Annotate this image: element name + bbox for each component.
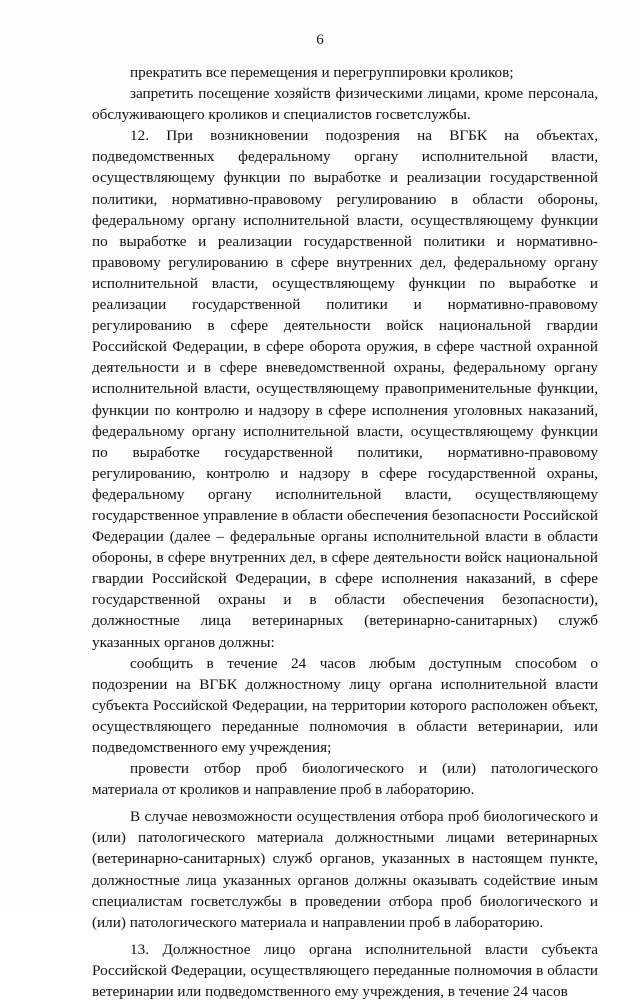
paragraph-item-12: 12. При возникновении подозрения на ВГБК на объектах, подведомственных федеральному органу исполнительной власти, осуществляющему функции по выработке и реализации государственной политики, нормативно-правовому регулированию в области обороны, федеральному органу исполнительной власти, осуществляющему функции по выработке и реализации государственной политики и нормативно-правовому регулированию в сфере внутренних дел, федеральному органу исполнительной власти, осуществляющему функции по выработке и реализации государственной политики и нормативно-правовому регулированию в сфере деятельности войск национальной гвардии Российской Федерации, в сфере оборота оружия, в сфере частной охранной деятельности и в сфере вневедомственной охраны, федеральному органу исполнительной власти, осуществляющему правоприменительные функции, функции по контролю и надзору в сфере исполнения уголовных наказаний, федеральному органу исполнительной власти, осуществляющему функции по выработке государственной политики, нормативно-правовому регулированию, контролю и надзору в сфере государственной охраны, федеральному органу исполнительной власти, осуществляющему государственное управление в области обеспечения безопасности Российской Федерации (далее – федеральные органы исполнительной власти в области обороны, в сфере внутренних дел, в сфере деятельности войск национальной гвардии Российской Федерации, в сфере исполнения наказаний, в сфере государственной охраны и в области обеспечения безопасности), должностные лица ветеринарных (ветеринарно-санитарных) служб указанных органов должны: [92, 127, 598, 651]
paragraph-sampling-assistance: В случае невозможности осуществления отбора проб биологического и (или) патологического материала должностными лицами ветеринарных (ветеринарно-санитарных) служб органов, указанных в настоящем пункте, должностные лица указанных органов должны оказывать содействие иным специалистам госветслужбы в проведении отбора проб биологического и (или) патологического материала и направлении проб в лабораторию. [92, 808, 598, 931]
paragraph-stop-movement: прекратить все перемещения и перегруппировки кроликов; [130, 64, 514, 81]
paragraph-restrict-visits: запретить посещение хозяйств физическими лицами, кроме персонала, обслуживающего кроликов и специалистов госветслужбы. [92, 85, 598, 124]
page-number: 6 [316, 32, 324, 48]
document-body [92, 62, 598, 1002]
paragraph-sampling: провести отбор проб биологического и (или) патологического материала от кроликов и направление проб в лабораторию. [92, 760, 598, 799]
paragraph-item-13: 13. Должностное лицо органа исполнительной власти субъекта Российской Федерации, осуществляющего переданные полномочия в области ветеринарии или подведомственного ему учреждения, в течение 24 часов [92, 940, 598, 1001]
paragraph-report-suspicion: сообщить в течение 24 часов любым доступным способом о подозрении на ВГБК должностному лицу органа исполнительной власти субъекта Российской Федерации, на территории которого расположен объект, осуществляющего переданные полномочия в области ветеринарии, или подведомственного ему учреждения; [92, 654, 598, 756]
